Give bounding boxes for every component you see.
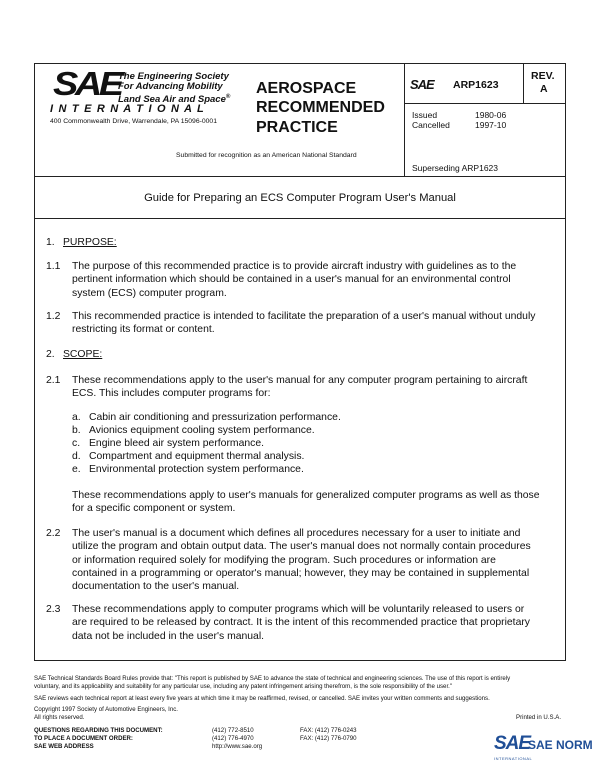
footer-order-fax: FAX: (412) 776-0790 — [300, 735, 357, 742]
header-divider — [404, 63, 405, 176]
para-1-2: This recommended practice is intended to facilitate the preparation of a user's manual without unduly restricting its format or content. — [72, 311, 536, 336]
para-2-3: These recommendations apply to computer programs which will be voluntarily released to users or are required to be released by contract. It is the intent of this recommended practice that proprietary data not be included in the user's manual. — [72, 604, 531, 642]
list-item-b: Avionics equipment cooling system performance. — [89, 425, 315, 436]
international-wordmark: I N T E R N A T I O N A L — [50, 103, 205, 115]
section-2-title: SCOPE: — [63, 349, 103, 360]
para-1-1: The purpose of this recommended practice is to provide aircraft industry with guidelines as to the pertinent information which should be contained in a user's manual for an environmental control system (ECS) computer program. — [72, 261, 517, 299]
footer-web-url[interactable]: http://www.sae.org — [212, 743, 263, 750]
list-item-d-letter: d. — [72, 451, 81, 462]
footer-rules-line-1: SAE Technical Standards Board Rules provide that: "This report is published by SAE to advance the state of technical and engineering sciences. The use of this report is entirely — [34, 675, 511, 682]
para-1-1-number: 1.1 — [46, 261, 61, 272]
para-2-1-number: 2.1 — [46, 375, 61, 386]
number-row-divider — [404, 103, 566, 104]
sae-norm-stamp-logo: SAE — [494, 733, 531, 754]
address: 400 Commonwealth Drive, Warrendale, PA 15096-0001 — [50, 118, 217, 125]
list-item-a: Cabin air conditioning and pressurization performance. — [89, 412, 341, 423]
cancelled-date: 1997-10 — [475, 120, 507, 130]
cancelled-label: Cancelled — [412, 120, 450, 130]
doc-number: ARP1623 — [453, 79, 499, 91]
footer-questions-label: QUESTIONS REGARDING THIS DOCUMENT: — [34, 727, 163, 734]
org-line-2: For Advancing Mobility — [118, 81, 223, 92]
footer-questions-phone: (412) 772-8510 — [212, 727, 254, 734]
doc-type-line-1: AEROSPACE — [256, 80, 357, 97]
title-bottom-rule — [34, 218, 566, 219]
issued-date: 1980-06 — [475, 110, 507, 120]
sae-logo: SAE — [53, 65, 121, 102]
superseding-note: Superseding ARP1623 — [412, 163, 499, 173]
para-2-2-number: 2.2 — [46, 528, 61, 539]
para-2-1-tail: These recommendations apply to user's manuals for generalized computer programs as well as those for a specific component or system. — [72, 490, 540, 515]
org-line-3-text: Land Sea Air and Space — [118, 94, 226, 106]
document-title: Guide for Preparing an ECS Computer Program User's Manual — [144, 192, 456, 204]
footer-copyright: Copyright 1997 Society of Automotive Engineers, Inc. — [34, 706, 178, 713]
registered-mark: ® — [225, 94, 231, 100]
footer-rights: All rights reserved. — [34, 714, 85, 721]
rev-divider — [523, 63, 524, 103]
para-2-2: The user's manual is a document which defines all procedures necessary for a user to initiate and utilize the program and obtain output data. The user's manual does not normally contain procedures or information required solely for modifying the program. Such procedures or information are contained in a programming or operator's manual; however, they may be contained in supplemental documentation to the user's manual. — [72, 528, 531, 593]
footer-order-phone: (412) 776-4970 — [212, 735, 254, 742]
list-item-c-letter: c. — [72, 438, 81, 449]
footer-printed: Printed in U.S.A. — [516, 714, 562, 721]
list-item-a-letter: a. — [72, 412, 81, 423]
footer-rules-line-2: voluntary, and its applicability and suitability for any particular use, including any patent infringement arising therefrom, is the sole responsibility of the user." — [34, 683, 452, 690]
rev-label: REV. — [531, 70, 555, 82]
para-2-1: These recommendations apply to the user's manual for any computer program pertaining to aircraft ECS. This includes computer programs for: — [72, 375, 528, 400]
footer-questions-fax: FAX: (412) 776-0243 — [300, 727, 357, 734]
list-item-e: Environmental protection system performance. — [89, 464, 304, 475]
org-line-1: The Engineering Society — [118, 71, 229, 82]
issued-label: Issued — [412, 110, 438, 120]
para-1-2-number: 1.2 — [46, 311, 61, 322]
ansi-submission-note: Submitted for recognition as an American National Standard — [176, 152, 357, 159]
section-1-number: 1. — [46, 237, 55, 248]
list-item-c: Engine bleed air system performance. — [89, 438, 264, 449]
sae-norm-stamp-sub: INTERNATIONAL — [494, 756, 533, 761]
footer-web-label: SAE WEB ADDRESS — [34, 743, 94, 750]
rev-value: A — [540, 83, 548, 95]
footer-order-label: TO PLACE A DOCUMENT ORDER: — [34, 735, 133, 742]
small-sae-logo: SAE — [410, 77, 434, 92]
doc-type-line-2: RECOMMENDED — [256, 99, 385, 116]
list-item-e-letter: e. — [72, 464, 81, 475]
sae-norm-stamp-text: SAE NORM — [528, 738, 593, 752]
section-1-title: PURPOSE: — [63, 237, 117, 248]
list-item-b-letter: b. — [72, 425, 81, 436]
footer-review: SAE reviews each technical report at least every five years at which time it may be reaffirmed, revised, or cancelled. SAE invites your written comments and suggestions. — [34, 695, 490, 702]
header-bottom-rule — [34, 176, 566, 177]
doc-type-line-3: PRACTICE — [256, 119, 338, 136]
para-2-3-number: 2.3 — [46, 604, 61, 615]
section-2-number: 2. — [46, 349, 55, 360]
list-item-d: Compartment and equipment thermal analysis. — [89, 451, 305, 462]
